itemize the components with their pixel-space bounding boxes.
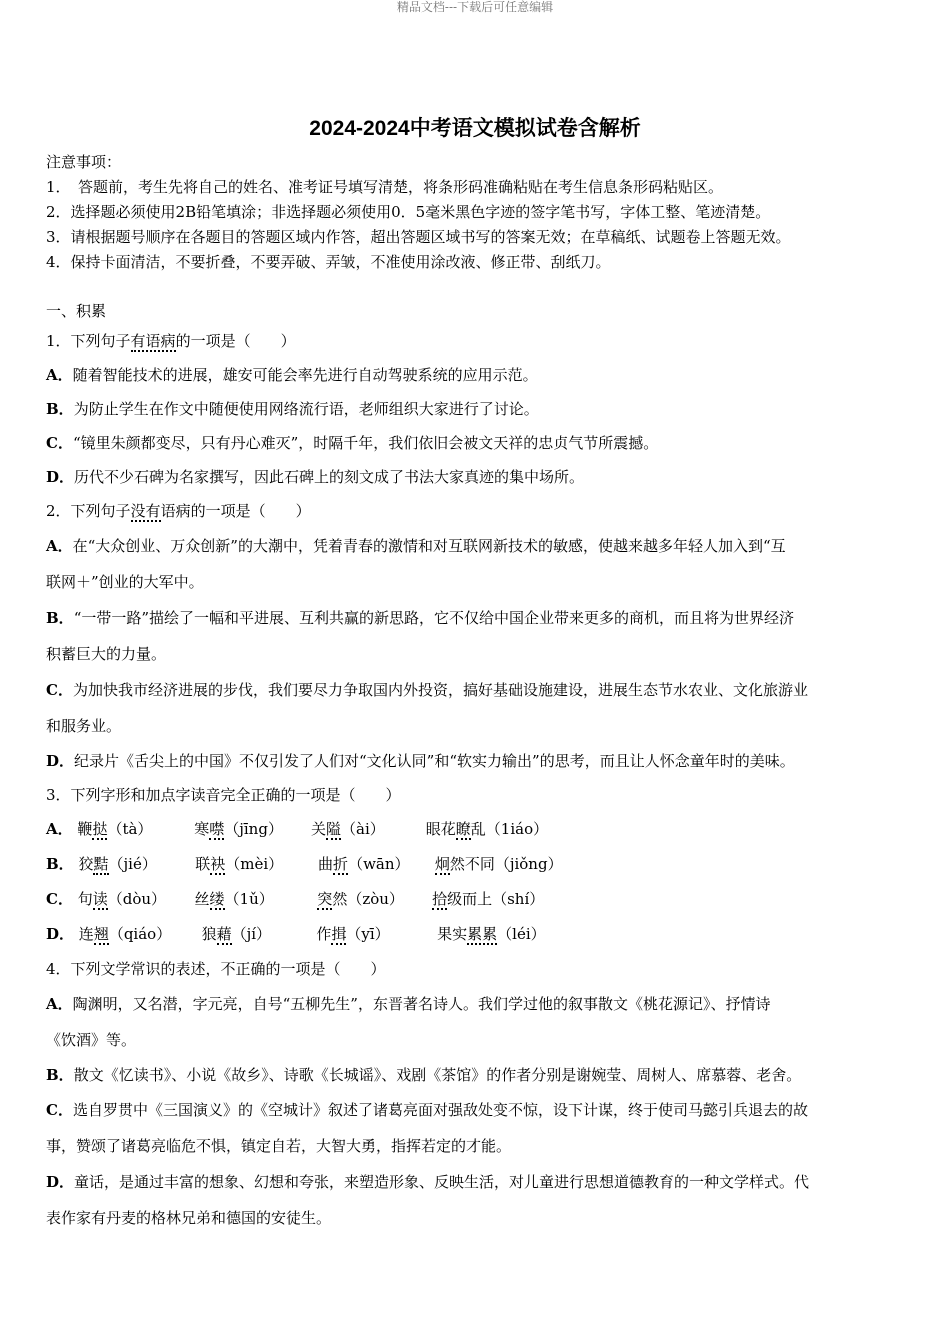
notice-heading: 注意事项： — [46, 153, 122, 171]
word-item: 联袂（mèi） — [195, 855, 284, 873]
question-2-option-d: D．纪录片《舌尖上的中国》不仅引发了人们对“文化认同”和“软实力输出”的思考，而且让人怀念童年时的美味。 — [46, 752, 795, 770]
question-4-option-d: D．童话，是通过丰富的想象、幻想和夸张，来塑造形象、反映生活，对儿童进行思想道德教育的一种文学样式。代 — [46, 1173, 810, 1191]
question-2-option-c: C．为加快我市经济进展的步伐，我们要尽力争取国内外投资，搞好基础设施建设，进展生态节水农业、文化旅游业 — [46, 681, 808, 699]
word-item: 关隘（ài） — [310, 820, 385, 838]
section-heading: 一、积累 — [46, 302, 107, 320]
question-1-option-b: B．为防止学生在作文中随便使用网络流行语，老师组织大家进行了讨论。 — [46, 400, 539, 418]
word-item: 作揖（yī） — [316, 925, 390, 943]
question-2-option-b: B．“一带一路”描绘了一幅和平进展、互利共赢的新思路，它不仅给中国企业带来更多的商机，而且将为世界经济 — [46, 609, 795, 627]
question-3-option-a: A． 鞭挞（tà） 寒噤（jīng） 关隘（ài） 眼花瞭乱（1iáo） — [46, 812, 911, 847]
emphasis-dotted: 有语病 — [130, 332, 176, 350]
question-1-option-c: C．“镜里朱颜都变尽，只有丹心难灭”，时隔千年，我们依旧会被文天祥的忠贞气节所震撼。 — [46, 434, 659, 452]
word-item: 连翘（qiáo） — [78, 925, 172, 943]
document-body — [46, 150, 911, 1236]
question-1-stem: 1．下列句子有语病的一项是（ ） — [46, 332, 296, 350]
question-3-option-c: C． 句读（dòu） 丝缕（1ǔ） 突然（zòu） 拾级而上（shí） — [46, 882, 911, 917]
word-item: 鞭挞（tà） — [77, 820, 153, 838]
question-2-stem: 2．下列句子没有语病的一项是（ ） — [46, 502, 311, 520]
question-3-option-d: D． 连翘（qiáo） 狼藉（jí） 作揖（yī） 果实累累（léi） — [46, 917, 911, 952]
page-header: 精品文档---下载后可任意编辑 — [396, 0, 554, 14]
question-2-option-c-cont: 和服务业。 — [46, 717, 122, 735]
word-item: 狼藉（jí） — [201, 925, 272, 943]
question-4-option-d-cont: 表作家有丹麦的格林兄弟和德国的安徒生。 — [46, 1209, 332, 1227]
question-1-option-a: A．随着智能技术的进展，雄安可能会率先进行自动驾驶系统的应用示范。 — [46, 366, 538, 384]
word-item: 寒噤（jīng） — [194, 820, 283, 838]
question-4-option-b: B．散文《忆读书》、小说《故乡》、诗歌《长城谣》、戏剧《茶馆》的作者分别是谢婉莹、周树人、席慕蓉、老舍。 — [46, 1066, 802, 1084]
question-4-option-a-cont: 《饮酒》等。 — [46, 1031, 137, 1049]
notice-item: 4．保持卡面清洁，不要折叠，不要弄破、弄皱，不准使用涂改液、修正带、刮纸刀。 — [46, 253, 611, 271]
word-item: 丝缕（1ǔ） — [194, 890, 274, 908]
emphasis-dotted: 没有 — [130, 502, 161, 520]
question-2-option-a-cont: 联网＋”创业的大军中。 — [46, 573, 204, 591]
question-2-option-b-cont: 积蓄巨大的力量。 — [46, 645, 167, 663]
question-4-option-c-cont: 事，赞颂了诸葛亮临危不惧，镇定自若，大智大勇，指挥若定的才能。 — [46, 1137, 512, 1155]
question-3-stem: 3．下列字形和加点字读音完全正确的一项是（ ） — [46, 786, 401, 804]
notice-item: 1． 答题前，考生先将自己的姓名、准考证号填写清楚，将条形码准确粘贴在考生信息条形码粘贴区。 — [46, 178, 724, 196]
question-4-option-a: A．陶渊明，又名潜，字元亮，自号“五柳先生”，东晋著名诗人。我们学过他的叙事散文《桃花源记》、抒情诗 — [46, 995, 771, 1013]
question-3-option-b: B． 狡黠（jié） 联袂（mèi） 曲折（wān） 炯然不同（jiǒng） — [46, 847, 911, 882]
word-item: 拾级而上（shí） — [432, 890, 545, 908]
question-2-option-a: A．在“大众创业、万众创新”的大潮中，凭着青春的激情和对互联网新技术的敏感，使越来越多年轻人加入到“互 — [46, 537, 786, 555]
word-item: 句读（dòu） — [77, 890, 167, 908]
word-item: 炯然不同（jiǒng） — [434, 855, 563, 873]
notice-item: 2．选择题必须使用2B铅笔填涂；非选择题必须使用0．5毫米黑色字迹的签字笔书写，字体工整、笔迹清楚。 — [46, 203, 771, 221]
question-1-option-d: D．历代不少石碑为名家撰写，因此石碑上的刻文成了书法大家真迹的集中场所。 — [46, 468, 585, 486]
question-4-option-c: C．选自罗贯中《三国演义》的《空城计》叙述了诸葛亮面对强敌处变不惊，设下计谋，终于使司马懿引兵退去的故 — [46, 1101, 808, 1119]
page-title: 2024-2024中考语文模拟试卷含解析 — [309, 117, 641, 140]
word-item: 突然（zòu） — [317, 890, 404, 908]
question-4-stem: 4．下列文学常识的表述，不正确的一项是（ ） — [46, 960, 386, 978]
word-item: 狡黠（jié） — [78, 855, 157, 873]
word-item: 眼花瞭乱（1iáo） — [425, 820, 549, 838]
word-item: 曲折（wān） — [318, 855, 410, 873]
word-item: 果实累累（léi） — [437, 925, 546, 943]
notice-item: 3．请根据题号顺序在各题目的答题区域内作答，超出答题区域书写的答案无效；在草稿纸、试题卷上答题无效。 — [46, 228, 791, 246]
